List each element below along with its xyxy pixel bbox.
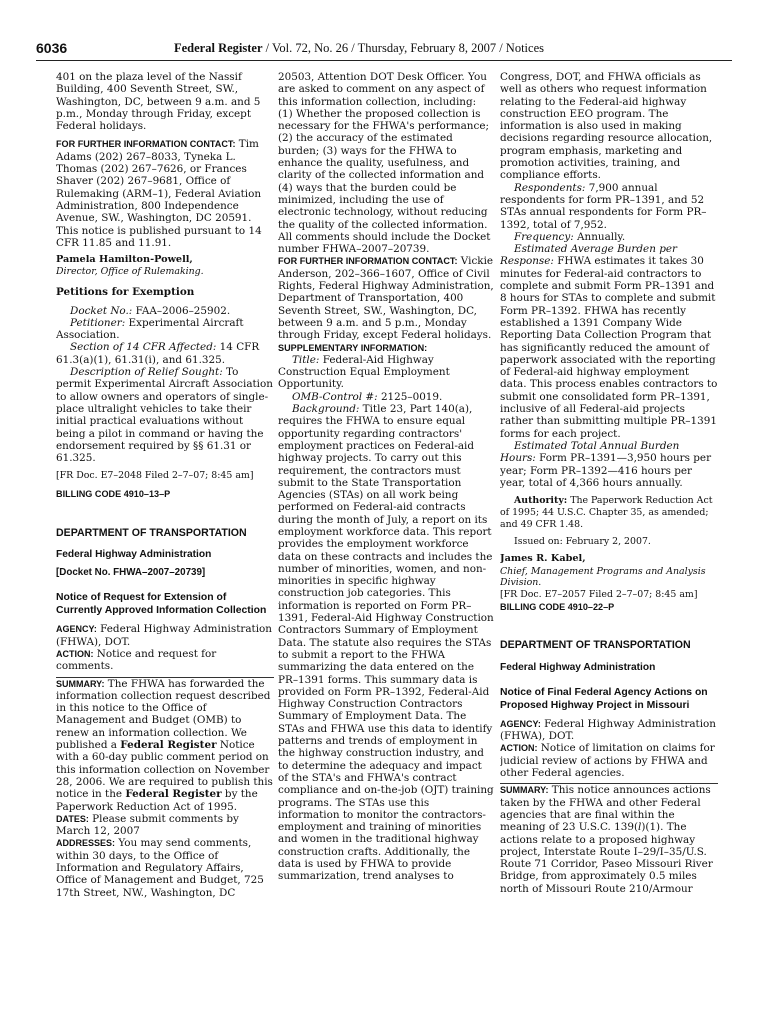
- paragraph: [278, 354, 494, 391]
- field-value: 2125–0019.: [377, 390, 443, 403]
- addresses-paragraph: [56, 837, 274, 898]
- agency-line: [56, 623, 274, 648]
- paragraph: [500, 440, 718, 489]
- agency-line: [500, 718, 718, 743]
- text-run: Notice with a 60-day public comment period on this information collection on November 28, 2006. We are required to publish this notice in the: [56, 739, 273, 801]
- text-run-italic: l: [638, 821, 642, 834]
- field-value: Title 23, Part 140(a), requires the FHWA to ensure equal opportunity regarding contractors' employment practices on Federal-aid highway projects. To carry out this requirement, the contractors must submit to the State Transportation Agencies (STAs) on all work being performed on Federal-aid contracts during the month of July, a report on its employment workforce data. This report provides the employment workforce data on these contracts and includes the number of minorities, women, and non-minorities in specific highway construction job categories. This information is reported on Form PR–1391, Federal-Aid Highway Construction Contractors Summary of Employment Data. The statute also requires the STAs to submit a report to the FHWA summarizing the data entered on the PR–1391 forms. This summary data is provided on Form PR–1392, Federal-Aid Highway Construction Contractors Summary of Employment Data. The STAs and FHWA use this data to identify patterns and trends of employment in the highway construction industry, and to determine the adequacy and impact of the STA's and FHWA's contract compliance and on-the-job (OJT) training programs. The STAs use this information to monitor the contractors-employment and training of minorities and women in the traditional highway construction crafts. Additionally, the data is used by FHWA to provide summarization, trend analyses to: [278, 403, 494, 883]
- journal-name: Federal Register: [174, 41, 263, 55]
- agency-heading: Federal Highway Administration: [500, 661, 656, 673]
- text-run: The FHWA has forwarded the information collection request described in this notice to the Office of Management and Budget (OMB) to renew an information collection. We published a: [56, 677, 271, 752]
- paragraph: 401 on the plaza level of the Nassif Building, 400 Seventh Street, SW., Washington, DC, between 9 a.m. and 5 p.m., Monday through Friday, except Federal holidays.: [56, 71, 261, 133]
- department-heading: DEPARTMENT OF TRANSPORTATION: [56, 526, 247, 539]
- text-run-bold: Federal Register: [120, 739, 217, 752]
- docket-number: [Docket No. FHWA–2007–20739]: [56, 567, 206, 579]
- field-value: Annually.: [573, 230, 626, 243]
- department-heading: DEPARTMENT OF TRANSPORTATION: [500, 639, 691, 652]
- field-value: Federal Highway Administration (FHWA), DOT.: [500, 717, 716, 743]
- field-label: Description of Relief Sought:: [70, 366, 223, 379]
- notice-title: Notice of Final Federal Agency Actions on Proposed Highway Project in Missouri: [500, 686, 708, 711]
- summary-paragraph: [56, 678, 274, 813]
- field-label: Petitioner:: [70, 316, 126, 329]
- text-run: )(1). The actions relate to a proposed highway project, Interstate Route I–29/I–35/U.S. Route 71 Corridor, Paseo Missouri River Bridge, from approximately 0.5 miles north of Missouri Route 210/Armour: [500, 821, 713, 895]
- agency-heading: Federal Highway Administration: [56, 548, 212, 560]
- paragraph: [500, 182, 718, 231]
- issued-date: Issued on: February 2, 2007.: [514, 536, 651, 548]
- issue-info: / Vol. 72, No. 26 / Thursday, February 8, 2007 / Notices: [262, 41, 544, 55]
- section-label: ACTION:: [56, 648, 94, 659]
- action-line: [56, 648, 274, 673]
- field-value: To permit Experimental Aircraft Association to allow owners and operators of single-place ultralight vehicles to take their initial practical evaluations without being a pilot in command or having the endorsement required by §§ 61.31 or 61.325.: [56, 366, 273, 465]
- text-run: by the Paperwork Reduction Act of 1995.: [56, 788, 258, 813]
- section-label: SUMMARY:: [500, 785, 549, 796]
- section-label: SUPPLEMENTARY INFORMATION:: [278, 342, 428, 353]
- billing-code: BILLING CODE 4910–13–P: [56, 489, 171, 500]
- fr-doc-line: [FR Doc. E7–2057 Filed 2–7–07; 8:45 am]: [500, 589, 698, 601]
- field-value: FAA–2006–25902.: [132, 304, 231, 317]
- section-label: AGENCY:: [56, 624, 97, 635]
- running-header: [36, 36, 732, 61]
- billing-code: BILLING CODE 4910–22–P: [500, 601, 615, 612]
- action-line: [500, 742, 718, 779]
- text-run: This notice announces actions taken by the FHWA and other Federal agencies that are final within the meaning of 23 U.S.C. 139(: [500, 784, 711, 834]
- section-label: AGENCY:: [500, 718, 541, 729]
- field-label: Title:: [292, 353, 320, 366]
- section-label: FOR FURTHER INFORMATION CONTACT:: [278, 256, 458, 267]
- authority-paragraph: [500, 495, 718, 530]
- journal-citation: [174, 41, 544, 56]
- signer-name: Pamela Hamilton-Powell,: [56, 254, 193, 266]
- page-number: 6036: [36, 40, 68, 56]
- notice-title: Notice of Request for Extension of Currently Approved Information Collection: [56, 592, 267, 617]
- field-label: Background:: [292, 403, 360, 416]
- section-label: SUMMARY:: [56, 678, 105, 689]
- contact-paragraph: [56, 138, 274, 249]
- field-label: Frequency:: [514, 230, 574, 243]
- paragraph: [56, 317, 274, 342]
- field-value: Please submit comments by March 12, 2007: [56, 812, 239, 838]
- field-value: You may send comments, within 30 days, to the Office of Information and Regulatory Affairs, Office of Management and Budget, 725 17th Street, NW., Washington, DC: [56, 837, 264, 899]
- paragraph: Congress, DOT, and FHWA officials as well as others who request information relating to the Federal-aid highway construction EEO program. The information is also used in making decisions regarding resource allocation, program emphasis, marketing and promotion activities, training, and compliance efforts.: [500, 71, 713, 182]
- column-1: [56, 71, 274, 1011]
- text-run-bold: Federal Register: [125, 788, 222, 801]
- paragraph: [278, 403, 494, 883]
- field-value: The Paperwork Reduction Act of 1995; 44 U.S.C. Chapter 35, as amended; and 49 CFR 1.48.: [500, 495, 713, 530]
- paragraph: [500, 243, 718, 440]
- field-label: OMB-Control #:: [292, 390, 378, 403]
- paragraph: 20503, Attention DOT Desk Officer. You are asked to comment on any aspect of this information collection, including: (1) Whether the proposed collection is necessary for the FHWA's performance; (2) the accuracy of the estimated burden; (3) ways for the FHWA to enhance the quality, usefulness, and clarity of the collected information and (4) ways that the burden could be minimized, including the use of electronic technology, without reducing the quality of the collected information. All comments should include the Docket number FHWA–2007–20739.: [278, 71, 491, 256]
- field-value: 14 CFR 61.3(a)(1), 61.31(i), and 61.325.: [56, 341, 260, 366]
- paragraph: [500, 231, 718, 243]
- contact-paragraph: [278, 255, 494, 341]
- column-3: [500, 71, 718, 1011]
- field-value: Form PR–1391—3,950 hours per year; Form PR–1392—416 hours per year, total of 4,366 hours annually.: [500, 452, 712, 489]
- section-label: FOR FURTHER INFORMATION CONTACT:: [56, 139, 236, 150]
- field-value: Notice and request for comments.: [56, 647, 217, 673]
- section-heading: Petitions for Exemption: [56, 286, 195, 299]
- paragraph: [56, 305, 274, 317]
- field-label: Authority:: [514, 495, 568, 507]
- signer-name: James R. Kabel,: [500, 553, 586, 565]
- field-label: Docket No.:: [70, 304, 133, 317]
- field-label: Section of 14 CFR Affected:: [70, 341, 217, 354]
- paragraph: [56, 341, 274, 366]
- signer-title: Director, Office of Rulemaking.: [56, 266, 204, 278]
- summary-paragraph: [500, 784, 718, 895]
- field-value: 7,900 annual respondents for form PR–1391, and 52 STAs annual respondents for Form PR–1392, total of 7,952.: [500, 181, 707, 231]
- field-value: FHWA estimates it takes 30 minutes for Federal-aid contractors to complete and submit Form PR–1391 and 8 hours for STAs to complete and submit Form PR–1392. FHWA has recently established a 1391 Company Wide Reporting Data Collection Program that has significantly reduced the amount of paperwork associated with the reporting of Federal-aid highway employment data. This process enables contractors to submit one consolidated form PR–1391, inclusive of all Federal-aid projects rather than submitting multiple PR–1391 forms for each project.: [500, 255, 718, 440]
- signer-title: Chief, Management Programs and Analysis Division.: [500, 565, 706, 589]
- paragraph: [56, 366, 274, 464]
- fr-doc-line: [FR Doc. E7–2048 Filed 2–7–07; 8:45 am]: [56, 470, 254, 482]
- section-label: DATES:: [56, 813, 89, 824]
- contact-text: Vickie Anderson, 202–366–1607, Office of Civil Rights, Federal Highway Administration, Department of Transportation, 400 Seventh Street, SW., Washington, DC, between 9 a.m. and 5 p.m., Monday through Friday, except Federal holidays.: [278, 255, 494, 342]
- field-label: Estimated Average Burden per Response:: [500, 243, 677, 268]
- field-value: Experimental Aircraft Association.: [56, 316, 244, 342]
- field-label: Estimated Total Annual Burden Hours:: [500, 439, 680, 465]
- column-2: [278, 71, 494, 1011]
- paragraph: [278, 391, 494, 403]
- dates-paragraph: [56, 813, 274, 838]
- section-label: ADDRESSES:: [56, 838, 116, 849]
- contact-text: Tim Adams (202) 267–8033, Tyneka L. Thomas (202) 267–7626, or Frances Shaver (202) 267–9681, Office of Rulemaking (ARM–1), Federal Aviation Administration, 800 Independence Avenue, SW., Washington, DC 20591. This notice is published pursuant to 14 CFR 11.85 and 11.91.: [56, 138, 262, 249]
- field-label: Respondents:: [514, 181, 586, 194]
- field-value: Federal Highway Administration (FHWA), DOT.: [56, 623, 272, 648]
- section-label: ACTION:: [500, 743, 538, 754]
- field-value: Federal-Aid Highway Construction Equal Employment Opportunity.: [278, 353, 450, 391]
- field-value: Notice of limitation on claims for judicial review of actions by FHWA and other Federal agencies.: [500, 742, 715, 780]
